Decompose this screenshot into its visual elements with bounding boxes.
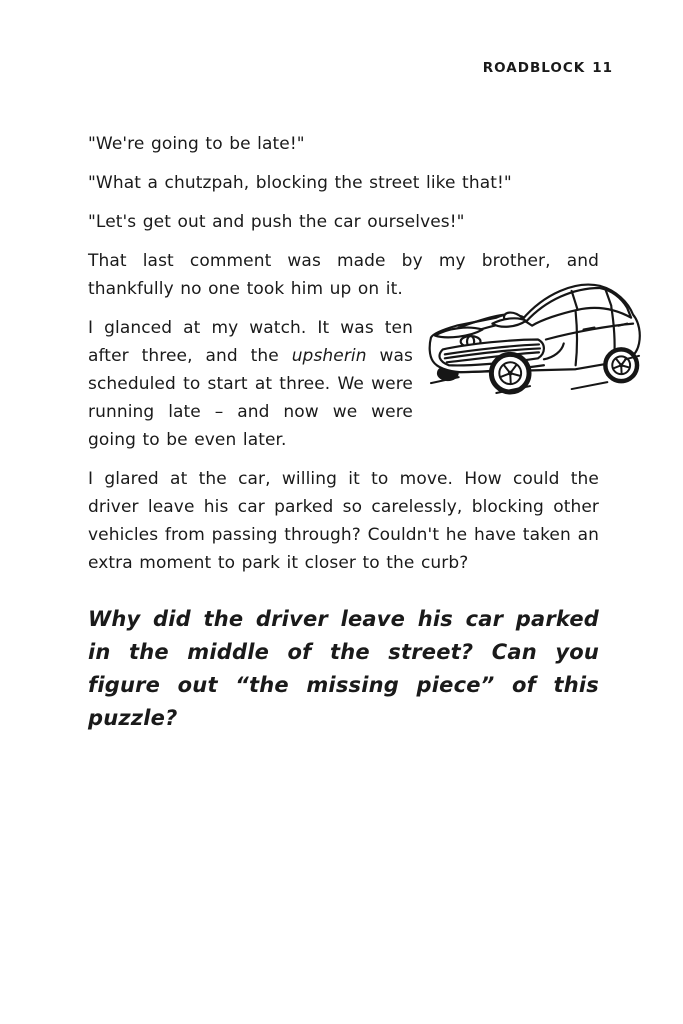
paragraph-watch-italic-word: upsherin (291, 346, 367, 366)
paragraph-watch-after: was scheduled to start at three. We were running late – and now we were going to be even later. (88, 346, 413, 450)
dialogue-line-1: "We're going to be late!" (88, 134, 305, 154)
page-content (88, 130, 599, 746)
paragraph-watch-before: I glanced at my watch. It was ten after three, and the (88, 318, 413, 366)
running-head (483, 60, 613, 76)
page-number: 11 (592, 60, 613, 76)
paragraph-glared: I glared at the car, willing it to move. How could the driver leave his car parked so carelessly, blocking other vehicles from passing through? Couldn't he have taken an extra moment to park it closer to the curb? (88, 469, 599, 573)
dialogue-line-2: "What a chutzpah, blocking the street like that!" (88, 173, 512, 193)
story-question: Why did the driver leave his car parked in the middle of the street? Can you figure out “the missing piece” of this puzzle? (88, 607, 599, 730)
car-illustration (427, 274, 643, 405)
paragraph-brother: That last comment was made by my brother, and thankfully no one took him up on it. (88, 251, 599, 299)
running-head-title: ROADBLOCK (482, 60, 586, 76)
dialogue-line-3: "Let's get out and push the car ourselves!" (88, 212, 465, 232)
paragraph-watch-block (88, 314, 599, 454)
